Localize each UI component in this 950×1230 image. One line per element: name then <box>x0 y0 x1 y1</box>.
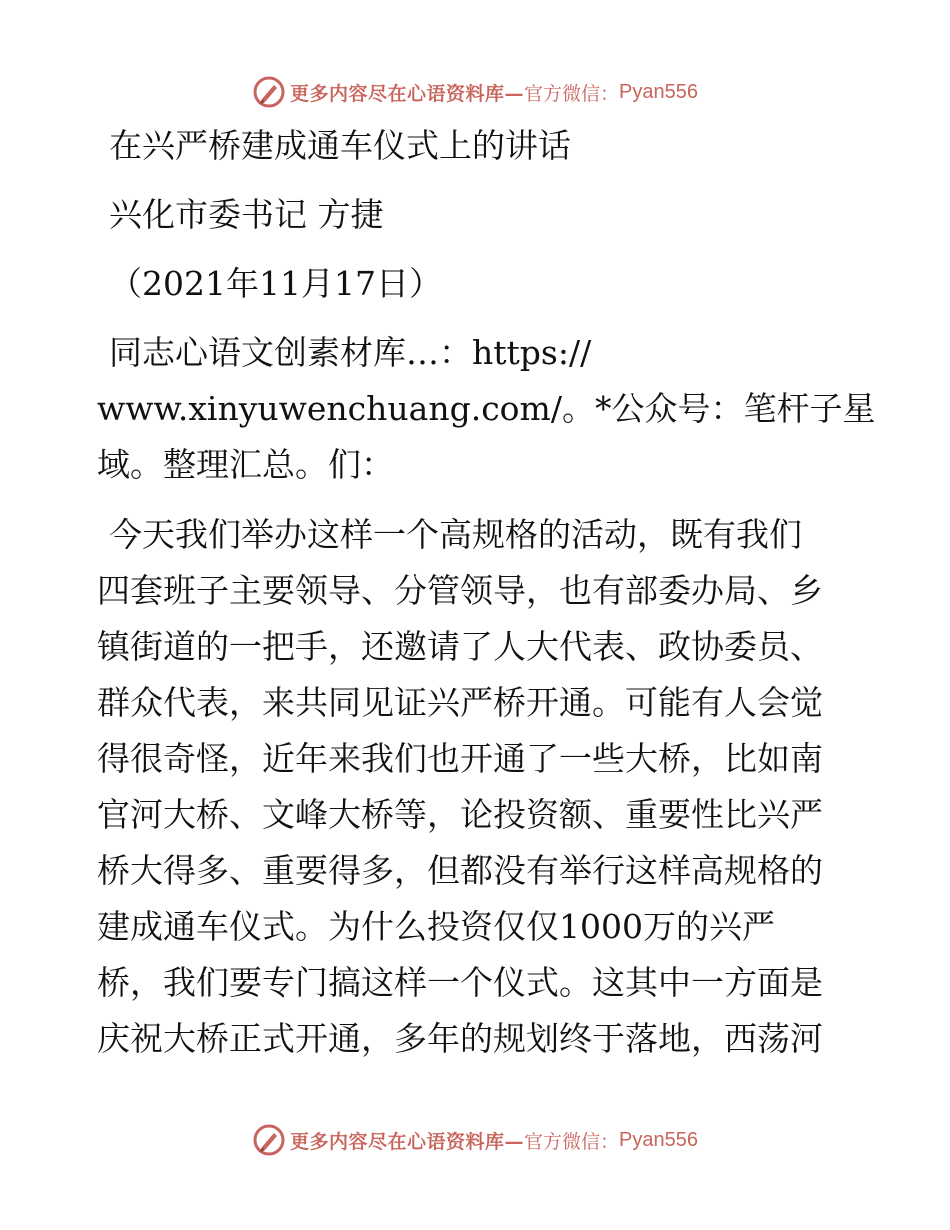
paragraph-line: 镇街道的一把手，还邀请了人大代表、政协委员、 <box>97 627 823 666</box>
paragraph-line: 得很奇怪，近年来我们也开通了一些大桥，比如南 <box>97 739 823 778</box>
paragraph-line: 庆祝大桥正式开通，多年的规划终于落地，西荡河 <box>97 1019 823 1058</box>
body-paragraph <box>97 507 857 1067</box>
watermark-wechat-id: Pyan556 <box>619 80 698 103</box>
watermark-wechat-label: 官方微信： <box>524 82 620 105</box>
watermark-text: 更多内容尽在心语资料库— <box>290 82 525 105</box>
document-author: 兴化市委书记 方捷 <box>109 195 384 234</box>
paragraph-line: 四套班子主要领导、分管领导，也有部委办局、乡 <box>97 571 823 610</box>
document-body <box>97 118 876 1067</box>
paragraph-line: 今天我们举办这样一个高规格的活动，既有我们 <box>109 515 802 554</box>
paragraph-line: 官河大桥、文峰大桥等，论投资额、重要性比兴严 <box>97 795 823 834</box>
salutation-paragraph <box>97 325 876 493</box>
paragraph-line: 桥大得多、重要得多，但都没有举行这样高规格的 <box>97 851 823 890</box>
paragraph-line: 桥，我们要专门搞这样一个仪式。这其中一方面是 <box>97 963 823 1002</box>
paragraph-line: 建成通车仪式。为什么投资仅仅1000万的兴严 <box>97 907 775 946</box>
footer-watermark <box>0 1120 950 1160</box>
paragraph-line: 群众代表，来共同见证兴严桥开通。可能有人会觉 <box>97 683 823 722</box>
paragraph-line: 域。整理汇总。们： <box>97 445 394 484</box>
paragraph-line: www.xinyuwenchuang.com/。*公众号：笔杆子星 <box>97 389 876 428</box>
paragraph-line: 同志心语文创素材库…：https:// <box>109 333 592 372</box>
pen-nib-icon <box>252 1123 286 1157</box>
watermark-wechat-id: Pyan556 <box>619 1128 698 1151</box>
watermark-wechat-label: 官方微信： <box>524 1130 620 1153</box>
header-watermark <box>0 72 950 112</box>
pen-nib-icon <box>252 75 286 109</box>
document-date: （2021年11月17日） <box>109 264 442 303</box>
watermark-text: 更多内容尽在心语资料库— <box>290 1130 525 1153</box>
document-title: 在兴严桥建成通车仪式上的讲话 <box>109 126 571 165</box>
